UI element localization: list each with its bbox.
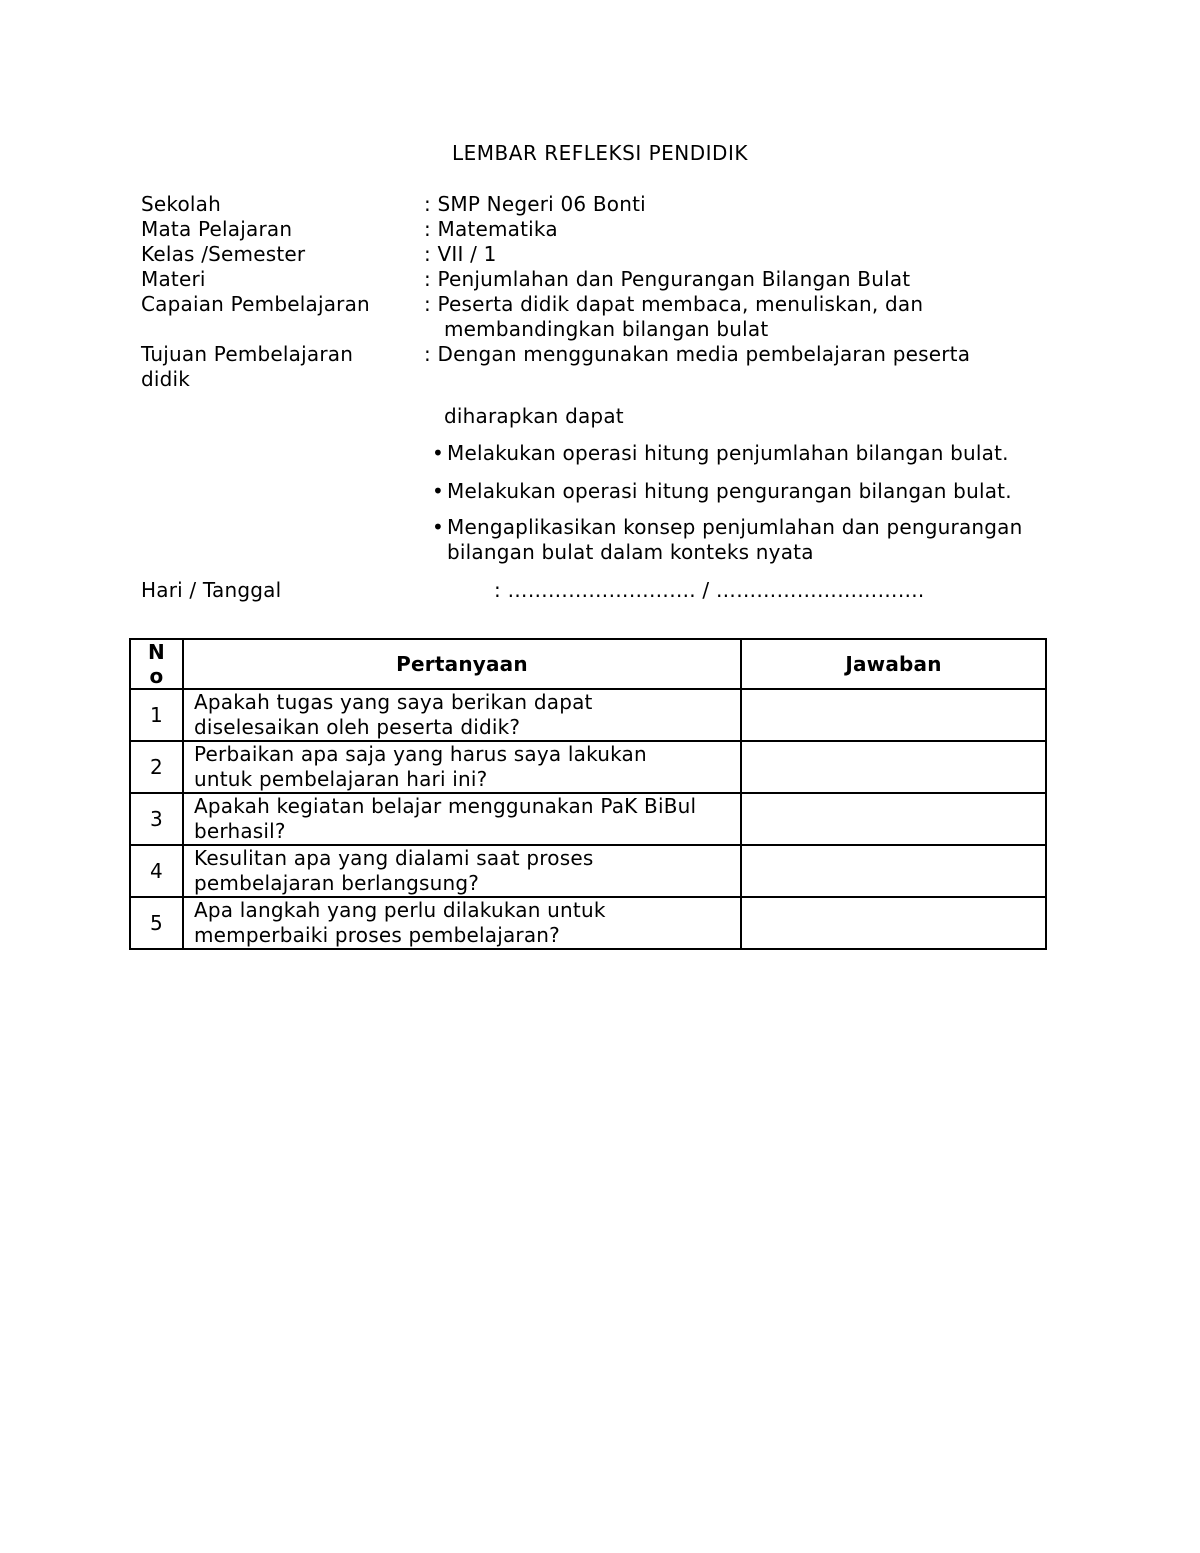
question-line: Apakah tugas yang saya berikan dapat [194,690,593,714]
row-answer-cell[interactable] [741,689,1046,741]
field-value-capaian: : Peserta didik dapat membaca, menuliskan, dan [424,292,924,316]
row-question [183,793,741,845]
question-line: Kesulitan apa yang dialami saat proses [194,846,594,870]
field-value-tujuan: : Dengan menggunakan media pembelajaran peserta [424,342,971,366]
bullet-item-2 [432,479,1012,504]
row-number: 2 [130,741,183,793]
field-label-sekolah: Sekolah [141,192,221,216]
field-value-mata-pelajaran: : Matematika [424,217,558,241]
question-line: diselesaikan oleh peserta didik? [194,715,521,739]
field-label-materi: Materi [141,267,206,291]
hari-tanggal-value: : ………………………. / …………………………. [494,578,925,602]
row-answer-cell[interactable] [741,897,1046,949]
table-row [130,689,1046,741]
field-label-tujuan-cont: didik [141,367,191,391]
row-question [183,845,741,897]
field-value-sekolah: : SMP Negeri 06 Bonti [424,192,646,216]
bullet-icon: • [432,441,444,465]
bullet-text: Mengaplikasikan konsep penjumlahan dan pengurangan [447,515,1023,539]
row-number: 1 [130,689,183,741]
table-row [130,897,1046,949]
question-line: Perbaikan apa saja yang harus saya lakukan [194,742,647,766]
question-line: Apa langkah yang perlu dilakukan untuk [194,898,606,922]
bullet-item-3 [432,515,1023,540]
bullet-item-3-cont: bilangan bulat dalam konteks nyata [447,540,814,564]
document-title: LEMBAR REFLEKSI PENDIDIK [452,141,748,165]
row-question [183,897,741,949]
bullet-icon: • [432,515,444,539]
table-row [130,793,1046,845]
question-line: pembelajaran berlangsung? [194,871,480,895]
table-row [130,741,1046,793]
hari-tanggal-label: Hari / Tanggal [141,578,282,602]
tujuan-continuation: diharapkan dapat [444,404,624,428]
question-line: untuk pembelajaran hari ini? [194,767,488,791]
row-number: 4 [130,845,183,897]
field-value-kelas-semester: : VII / 1 [424,242,497,266]
field-label-tujuan: Tujuan Pembelajaran [141,342,354,366]
bullet-text: Melakukan operasi hitung penjumlahan bilangan bulat. [447,441,1009,465]
reflection-table [129,638,1047,950]
header-no-line2: o [149,664,164,688]
row-number: 3 [130,793,183,845]
header-no [130,639,183,689]
header-no-line1: N [148,640,165,664]
field-label-kelas-semester: Kelas /Semester [141,242,306,266]
table-row [130,845,1046,897]
bullet-text: Melakukan operasi hitung pengurangan bilangan bulat. [447,479,1012,503]
header-answer: Jawaban [741,639,1046,689]
row-question [183,741,741,793]
row-number: 5 [130,897,183,949]
row-question [183,689,741,741]
field-label-capaian: Capaian Pembelajaran [141,292,370,316]
bullet-icon: • [432,479,444,503]
row-answer-cell[interactable] [741,793,1046,845]
table-header-row [130,639,1046,689]
field-value-materi: : Penjumlahan dan Pengurangan Bilangan Bulat [424,267,911,291]
question-line: memperbaiki proses pembelajaran? [194,923,560,947]
field-value-capaian-cont: membandingkan bilangan bulat [444,317,769,341]
header-question: Pertanyaan [183,639,741,689]
question-line: berhasil? [194,819,286,843]
question-line: Apakah kegiatan belajar menggunakan PaK BiBul [194,794,697,818]
field-label-mata-pelajaran: Mata Pelajaran [141,217,293,241]
bullet-item-1 [432,441,1009,466]
row-answer-cell[interactable] [741,845,1046,897]
row-answer-cell[interactable] [741,741,1046,793]
